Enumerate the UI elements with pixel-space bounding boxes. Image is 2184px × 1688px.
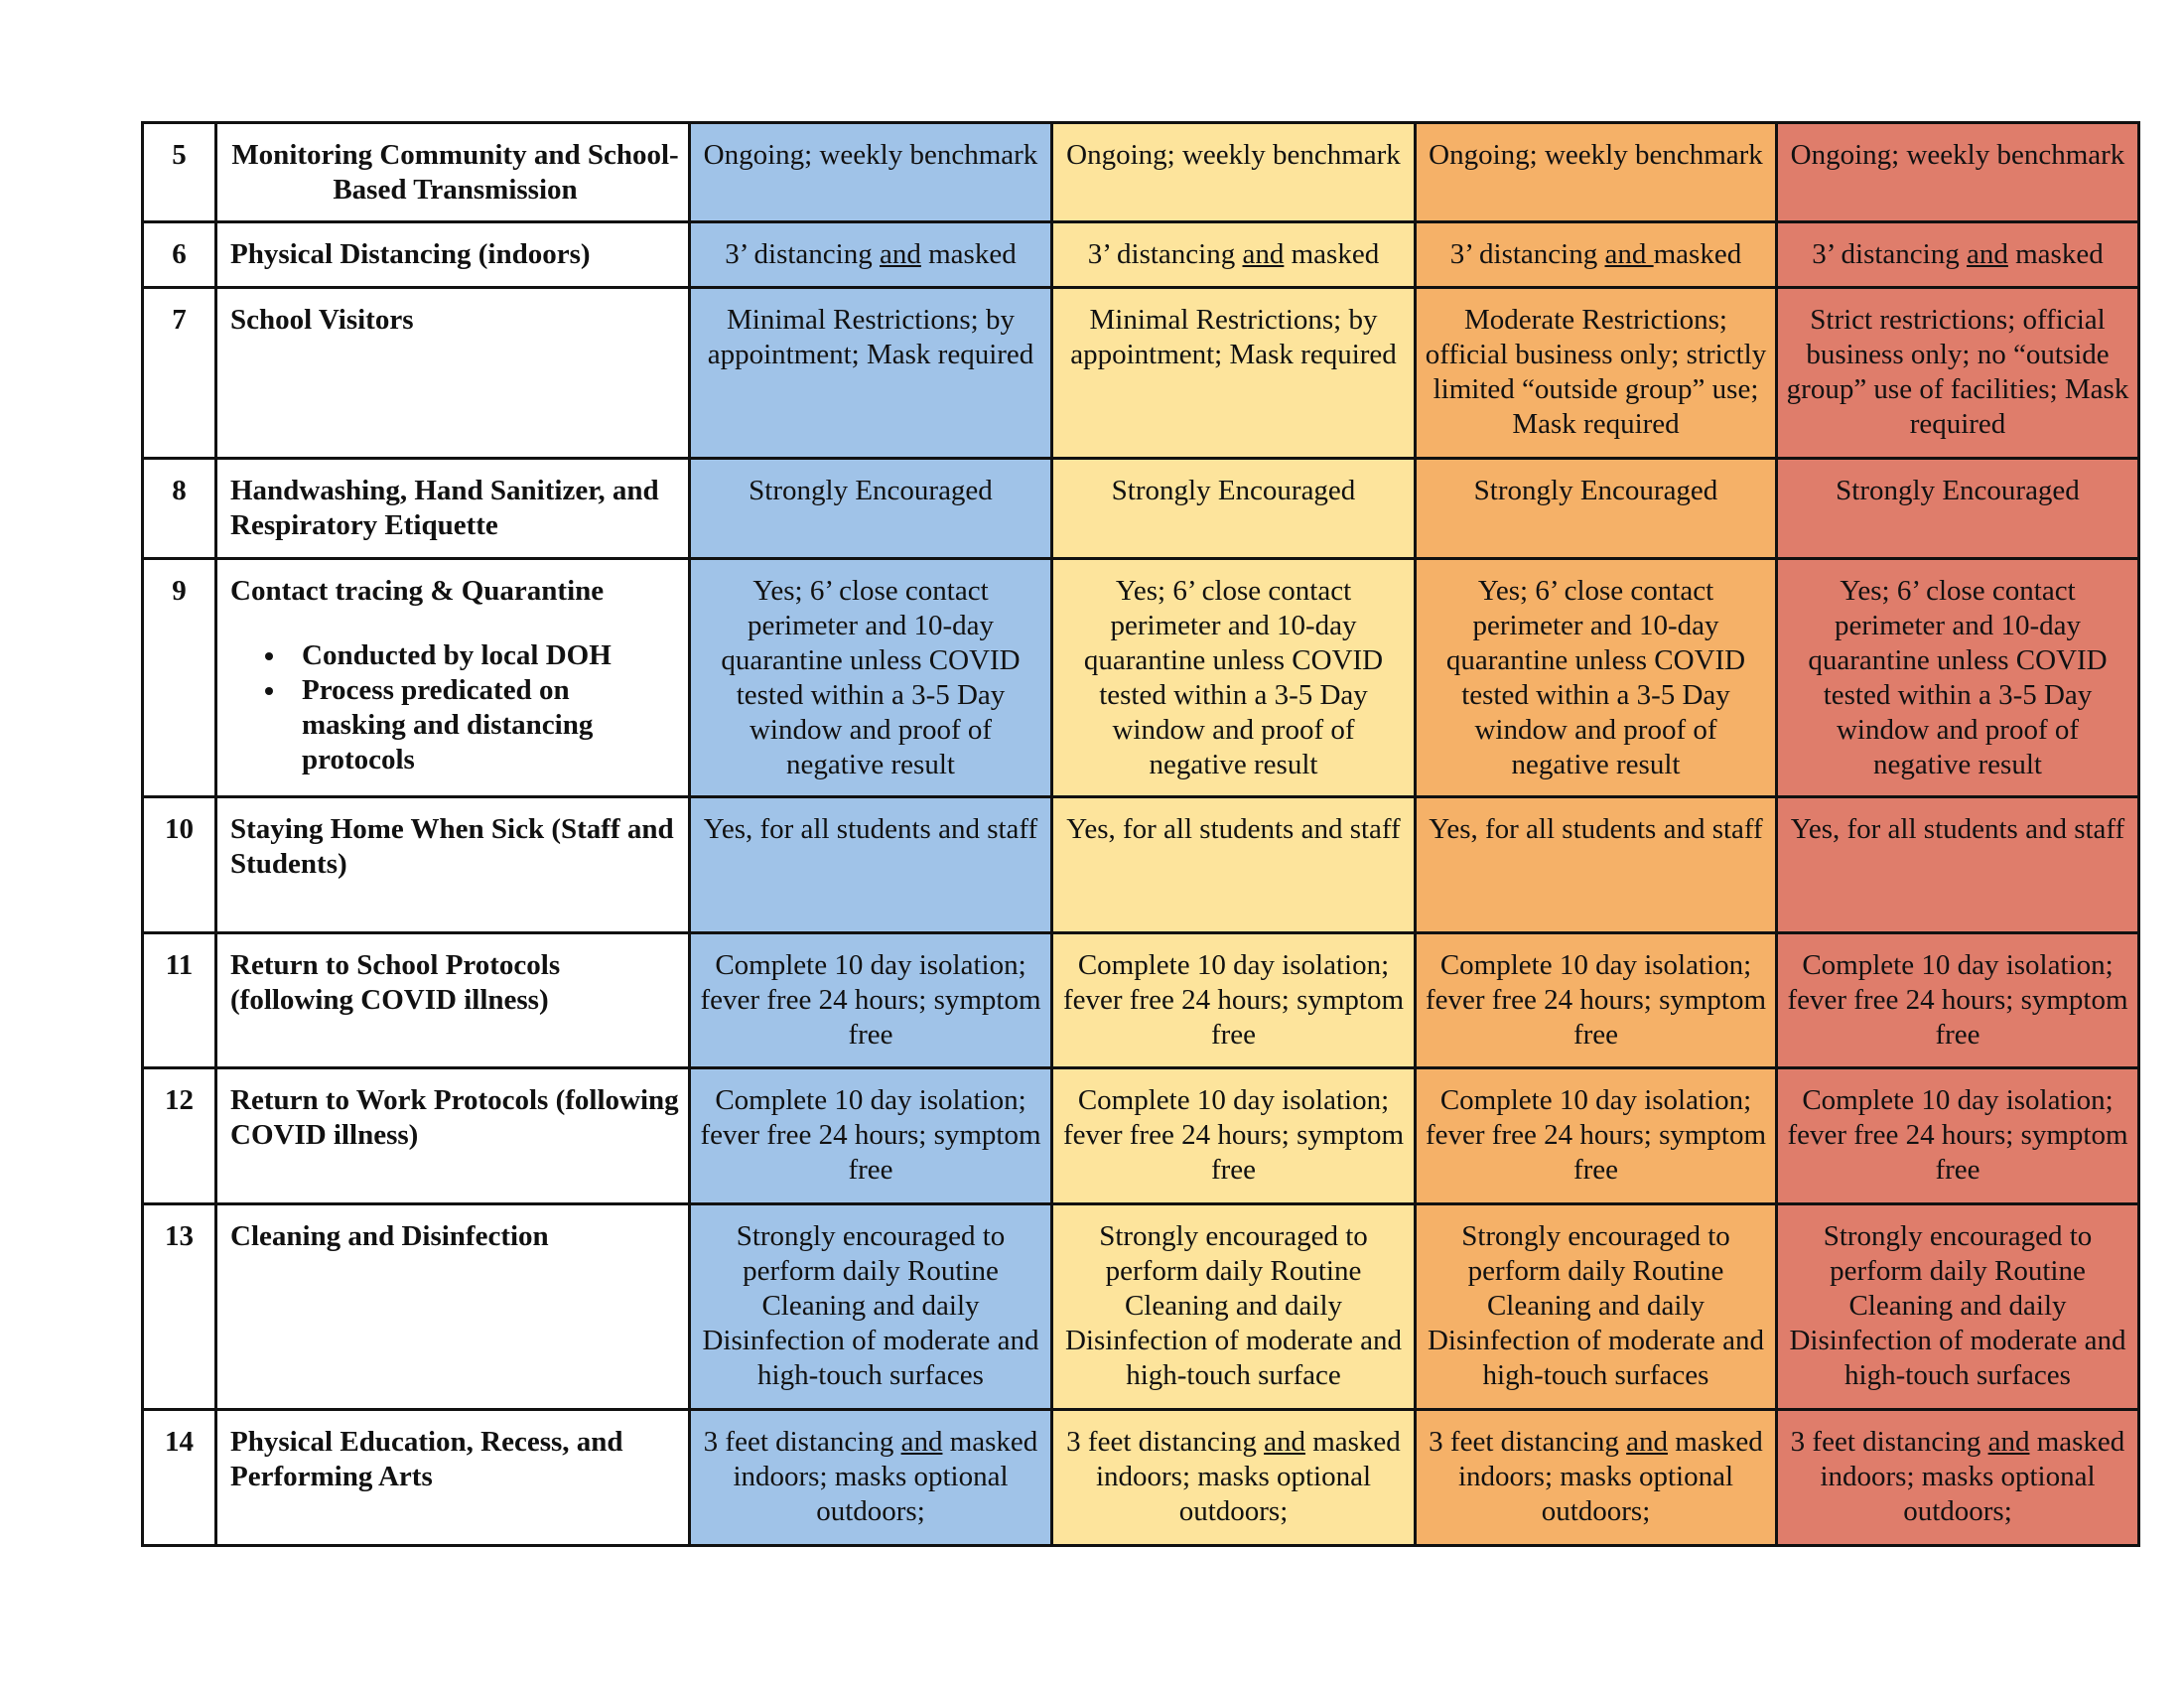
row-number: 13 bbox=[144, 1205, 217, 1411]
level-2-cell: Yes, for all students and staff bbox=[1053, 798, 1417, 934]
strategy-label: Return to Work Protocols (following COVID illness) bbox=[217, 1069, 691, 1205]
text-post: masked indoors; masks optional outdoors; bbox=[733, 1426, 1038, 1527]
level-3-cell: Yes; 6’ close contact perimeter and 10-day quarantine unless COVID tested within a 3-5 Day window and proof of negative result bbox=[1417, 560, 1778, 798]
strategy-label: Physical Distancing (indoors) bbox=[217, 223, 691, 289]
underlined-text: and bbox=[1967, 238, 2008, 270]
strategy-label: Contact tracing & Quarantine bbox=[230, 575, 605, 607]
text-post: masked bbox=[1653, 238, 1742, 270]
underlined-text: and bbox=[1264, 1426, 1305, 1458]
strategy-label: Monitoring Community and School-Based Transmission bbox=[217, 124, 691, 223]
level-3-cell: Strongly Encouraged bbox=[1417, 460, 1778, 560]
level-2-cell bbox=[1053, 223, 1417, 289]
level-4-cell: Complete 10 day isolation; fever free 24 hours; symptom free bbox=[1778, 1069, 2140, 1205]
underlined-text: and bbox=[1242, 238, 1285, 270]
text-post: masked indoors; masks optional outdoors; bbox=[1820, 1426, 2125, 1527]
underlined-text: and bbox=[1604, 238, 1654, 270]
level-3-cell: Strongly encouraged to perform daily Routine Cleaning and daily Disinfection of moderate and high-touch surfaces bbox=[1417, 1205, 1778, 1411]
level-3-cell: Complete 10 day isolation; fever free 24 hours; symptom free bbox=[1417, 1069, 1778, 1205]
level-4-cell: Strict restrictions; official business only; no “outside group” use of facilities; Mask required bbox=[1778, 289, 2140, 460]
text-post: masked bbox=[920, 238, 1017, 270]
underlined-text: and bbox=[900, 1426, 943, 1458]
row-number: 14 bbox=[144, 1411, 217, 1547]
strategy-label: Staying Home When Sick (Staff and Students) bbox=[217, 798, 691, 934]
text-post: masked indoors; masks optional outdoors; bbox=[1095, 1426, 1401, 1527]
level-2-cell: Strongly Encouraged bbox=[1053, 460, 1417, 560]
level-3-cell: Moderate Restrictions; official business only; strictly limited “outside group” use; Mask required bbox=[1417, 289, 1778, 460]
text-pre: 3 feet distancing bbox=[1790, 1426, 1988, 1458]
strategy-label: Handwashing, Hand Sanitizer, and Respiratory Etiquette bbox=[217, 460, 691, 560]
level-2-cell: Ongoing; weekly benchmark bbox=[1053, 124, 1417, 223]
row-number: 7 bbox=[144, 289, 217, 460]
level-4-cell: Complete 10 day isolation; fever free 24 hours; symptom free bbox=[1778, 934, 2140, 1069]
level-3-cell: Ongoing; weekly benchmark bbox=[1417, 124, 1778, 223]
level-3-cell: Complete 10 day isolation; fever free 24 hours; symptom free bbox=[1417, 934, 1778, 1069]
text-pre: 3 feet distancing bbox=[1429, 1426, 1627, 1458]
level-1-cell bbox=[691, 1411, 1053, 1547]
level-2-cell bbox=[1053, 1411, 1417, 1547]
text-pre: 3 feet distancing bbox=[1066, 1426, 1265, 1458]
row-number: 10 bbox=[144, 798, 217, 934]
level-1-cell: Complete 10 day isolation; fever free 24 hours; symptom free bbox=[691, 1069, 1053, 1205]
level-2-cell: Yes; 6’ close contact perimeter and 10-day quarantine unless COVID tested within a 3-5 Day window and proof of negative result bbox=[1053, 560, 1417, 798]
level-1-cell: Yes; 6’ close contact perimeter and 10-day quarantine unless COVID tested within a 3-5 Day window and proof of negative result bbox=[691, 560, 1053, 798]
level-1-cell: Complete 10 day isolation; fever free 24 hours; symptom free bbox=[691, 934, 1053, 1069]
text-pre: 3 feet distancing bbox=[703, 1426, 901, 1458]
level-4-cell: Yes, for all students and staff bbox=[1778, 798, 2140, 934]
bullet-list bbox=[230, 638, 680, 777]
level-4-cell: Ongoing; weekly benchmark bbox=[1778, 124, 2140, 223]
level-3-cell bbox=[1417, 223, 1778, 289]
strategy-label: School Visitors bbox=[217, 289, 691, 460]
row-number: 12 bbox=[144, 1069, 217, 1205]
text-post: masked indoors; masks optional outdoors; bbox=[1457, 1426, 1763, 1527]
level-1-cell: Yes, for all students and staff bbox=[691, 798, 1053, 934]
level-1-cell: Minimal Restrictions; by appointment; Mask required bbox=[691, 289, 1053, 460]
level-4-cell bbox=[1778, 1411, 2140, 1547]
level-4-cell bbox=[1778, 223, 2140, 289]
text-pre: 3’ distancing bbox=[725, 238, 880, 270]
strategy-label: Cleaning and Disinfection bbox=[217, 1205, 691, 1411]
strategy-label: Return to School Protocols (following COVID illness) bbox=[217, 934, 691, 1069]
strategy-label-with-bullets bbox=[217, 560, 691, 798]
bullet-item: • Conducted by local DOH bbox=[288, 638, 680, 673]
underlined-text: and bbox=[1987, 1426, 2030, 1458]
row-number: 6 bbox=[144, 223, 217, 289]
level-1-cell: Strongly encouraged to perform daily Routine Cleaning and daily Disinfection of moderate and high-touch surfaces bbox=[691, 1205, 1053, 1411]
level-3-cell: Yes, for all students and staff bbox=[1417, 798, 1778, 934]
level-2-cell: Complete 10 day isolation; fever free 24 hours; symptom free bbox=[1053, 934, 1417, 1069]
level-2-cell: Minimal Restrictions; by appointment; Mask required bbox=[1053, 289, 1417, 460]
level-2-cell: Strongly encouraged to perform daily Routine Cleaning and daily Disinfection of moderate and high-touch surface bbox=[1053, 1205, 1417, 1411]
level-1-cell: Strongly Encouraged bbox=[691, 460, 1053, 560]
row-number: 8 bbox=[144, 460, 217, 560]
underlined-text: and bbox=[1626, 1426, 1668, 1458]
bullet-item: • Process predicated on masking and distancing protocols bbox=[288, 673, 680, 777]
level-4-cell: Strongly Encouraged bbox=[1778, 460, 2140, 560]
text-pre: 3’ distancing bbox=[1087, 238, 1243, 270]
level-1-cell bbox=[691, 223, 1053, 289]
text-post: masked bbox=[2007, 238, 2104, 270]
level-3-cell bbox=[1417, 1411, 1778, 1547]
underlined-text: and bbox=[880, 238, 921, 270]
row-number: 9 bbox=[144, 560, 217, 798]
strategy-label: Physical Education, Recess, and Performing Arts bbox=[217, 1411, 691, 1547]
level-4-cell: Yes; 6’ close contact perimeter and 10-day quarantine unless COVID tested within a 3-5 Day window and proof of negative result bbox=[1778, 560, 2140, 798]
text-pre: 3’ distancing bbox=[1812, 238, 1967, 270]
level-2-cell: Complete 10 day isolation; fever free 24 hours; symptom free bbox=[1053, 1069, 1417, 1205]
level-1-cell: Ongoing; weekly benchmark bbox=[691, 124, 1053, 223]
row-number: 11 bbox=[144, 934, 217, 1069]
row-number: 5 bbox=[144, 124, 217, 223]
text-pre: 3’ distancing bbox=[1449, 238, 1605, 270]
level-4-cell: Strongly encouraged to perform daily Routine Cleaning and daily Disinfection of moderate and high-touch surfaces bbox=[1778, 1205, 2140, 1411]
mitigation-strategies-table bbox=[141, 121, 2140, 1547]
text-post: masked bbox=[1284, 238, 1380, 270]
